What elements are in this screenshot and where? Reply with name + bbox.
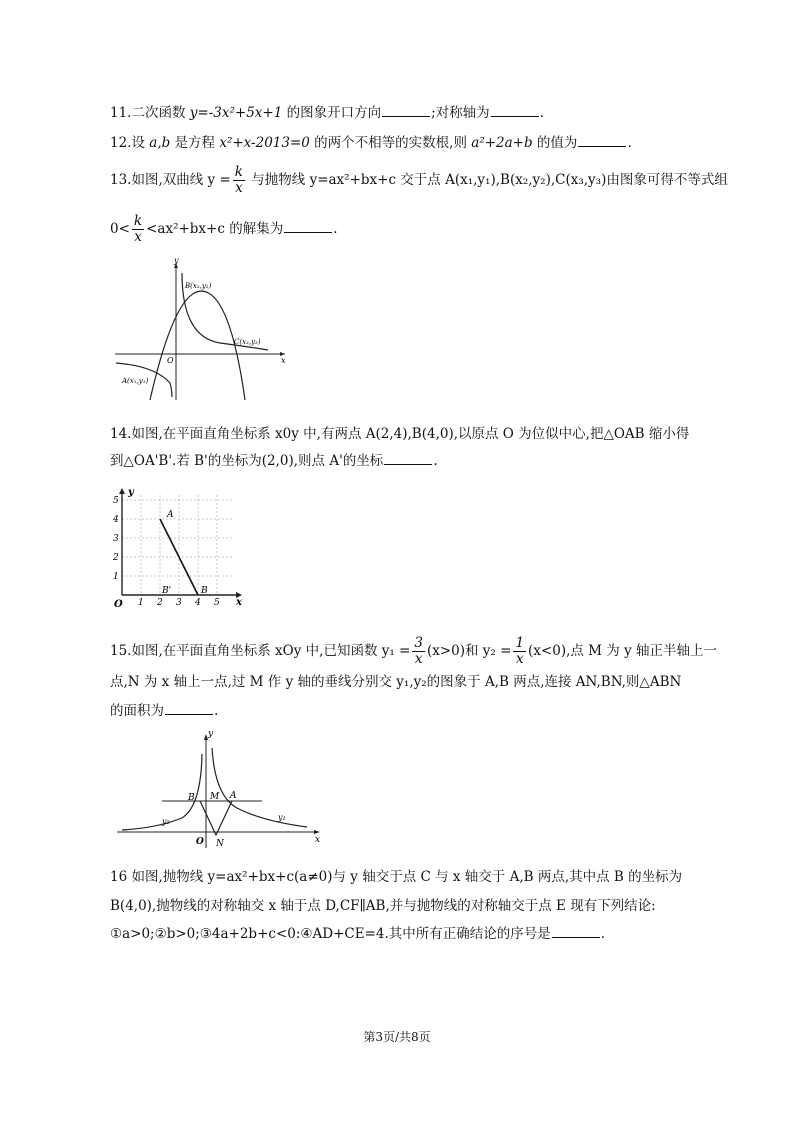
- q16-line1: 16 如图,抛物线 y=ax²+bx+c(a≠0)与 y 轴交于点 C 与 x 轴交于 A,B 两点,其中点 B 的坐标为: [110, 869, 683, 885]
- q16-line3: ①a>0;②b>0;③4a+2b+c<0:④AD+CE=4.其中所有正确结论的序号是: [110, 926, 551, 942]
- q15-fraction-2: [513, 636, 526, 667]
- figure-14: [112, 485, 247, 611]
- q11-end: .: [539, 105, 544, 121]
- q13-answer-blank[interactable]: [284, 220, 332, 233]
- fig14-ytick-1: 1: [113, 572, 119, 582]
- q13-fraction-2: [132, 214, 144, 245]
- fig14-xtick-3: 3: [176, 598, 182, 608]
- question-13-line2: [110, 214, 338, 245]
- q14-line1: 14.如图,在平面直角坐标系 x0y 中,有两点 A(2,4),B(4,0),以原点 O 为位似中心,把△OAB 缩小得: [110, 426, 690, 442]
- q13-frac2-den: x: [134, 229, 142, 245]
- fig14-label-x: x: [236, 597, 242, 608]
- fig15-label-y: y: [208, 729, 214, 739]
- fig15-x-arrow: [314, 830, 320, 834]
- q15-text-1: (x>0)和 y₂ =: [426, 643, 512, 659]
- q15-fraction-1: [412, 636, 425, 667]
- q12-text-3: 的值为: [532, 135, 578, 151]
- q15-frac2-den: x: [515, 651, 524, 667]
- q14-answer-blank[interactable]: [384, 452, 432, 465]
- q12-expression: a²+2a+b: [471, 135, 533, 151]
- fig13-label-x: x: [281, 356, 286, 365]
- q13-end: .: [333, 221, 338, 237]
- q11-prefix: 11.二次函数: [110, 105, 190, 121]
- q15-line2: 点,N 为 x 轴上一点,过 M 作 y 轴的垂线分别交 y₁,y₂的图象于 A,B 两点,连接 AN,BN,则△ABN: [110, 674, 682, 690]
- q12-text-2: 的两个不相等的实数根,则: [309, 135, 472, 151]
- question-16-line3: [110, 925, 605, 943]
- q15-frac2-num: 1: [515, 635, 525, 651]
- page-footer: 第3页/共8页: [363, 1030, 431, 1044]
- fig14-ytick-2: 2: [113, 553, 119, 563]
- fig13-parabola: [150, 291, 245, 400]
- question-12: [110, 134, 632, 152]
- fig13-label-a: A(x₁,y₁): [122, 377, 149, 385]
- fig14-xtick-5: 5: [214, 598, 220, 608]
- q12-end: .: [627, 135, 632, 151]
- fig15-label-m: M: [210, 792, 220, 802]
- q13-prefix: 13.如图,双曲线 y =: [110, 172, 231, 188]
- fig14-xtick-1: 1: [138, 598, 144, 608]
- fig14-label-a: A: [167, 510, 174, 520]
- q16-answer-blank[interactable]: [552, 925, 600, 938]
- q15-prefix: 15.如图,在平面直角坐标系 xOy 中,已知函数 y₁ =: [110, 643, 411, 659]
- fig13-label-b: B(x₂,y₂): [185, 282, 212, 290]
- fig14-y-arrow: [119, 488, 125, 494]
- fig15-label-y2: y₂: [162, 817, 170, 826]
- q15-frac1-num: 3: [414, 635, 423, 651]
- q16-end: .: [600, 926, 606, 942]
- question-11: [110, 104, 544, 122]
- q15-answer-blank[interactable]: [165, 702, 213, 715]
- fig14-grid: [122, 495, 232, 595]
- q13-fraction: [233, 165, 245, 196]
- fig14-ytick-5: 5: [113, 496, 119, 506]
- fig14-xtick-4: 4: [195, 598, 201, 608]
- q13-frac2-num: k: [133, 213, 143, 229]
- q14-line2: 到△OA'B'.若 B'的坐标为(2,0),则点 A'的坐标: [110, 453, 384, 469]
- fig15-label-x: x: [315, 835, 321, 845]
- fig14-ytick-3: 3: [113, 534, 119, 544]
- fig13-label-o: O: [167, 356, 174, 365]
- fig14-label-b: B: [201, 586, 208, 596]
- fig13-label-y: y: [174, 256, 179, 265]
- q15-line3: 的面积为: [110, 703, 164, 719]
- question-13: [110, 165, 728, 196]
- fig15-triangle-abn: [200, 801, 232, 835]
- q11-function: y=-3x²+5x+1: [189, 105, 283, 121]
- q11-answer-blank-1[interactable]: [382, 104, 430, 117]
- fig15-label-o: O: [196, 837, 204, 847]
- fig15-label-y1: y₁: [278, 813, 286, 822]
- q11-text: 的图象开口方向: [282, 105, 382, 121]
- fig14-label-y: y: [128, 487, 134, 498]
- figure-13: [110, 255, 295, 405]
- q14-end: .: [433, 453, 438, 469]
- fig14-label-b-prime: B': [162, 586, 172, 596]
- q16-line2: B(4,0),抛物线的对称轴交 x 轴于点 D,CF∥AB,并与抛物线的对称轴交于点 E 现有下列结论:: [110, 898, 656, 914]
- question-14-line2: [110, 452, 438, 470]
- fig15-label-b: B: [188, 793, 195, 803]
- q13-line2-prefix: 0<: [110, 221, 130, 237]
- question-15: [110, 636, 717, 667]
- q15-frac1-den: x: [414, 651, 423, 667]
- question-15-line3: [110, 702, 218, 720]
- fig15-label-n: N: [216, 839, 224, 849]
- q12-equation: x²+x-2013=0: [219, 135, 310, 151]
- fig14-xtick-2: 2: [157, 598, 163, 608]
- q13-frac-den: x: [235, 180, 243, 196]
- q13-text: 与抛物线 y=ax²+bx+c 交于点 A(x₁,y₁),B(x₂,y₂),C(x₃,y₃)由图象可得不等式组: [246, 172, 728, 188]
- fig15-label-a: A: [230, 791, 237, 801]
- q15-text-2: (x<0),点 M 为 y 轴正半轴上一: [528, 643, 718, 659]
- q13-line2-text: <ax²+bx+c 的解集为: [146, 221, 284, 237]
- fig14-label-o: O: [114, 599, 123, 610]
- q11-text-2: ;对称轴为: [431, 105, 490, 121]
- question-14: [110, 425, 689, 443]
- fig15-curve-y1: [212, 748, 307, 827]
- q12-answer-blank[interactable]: [578, 134, 626, 147]
- question-16: [110, 868, 682, 886]
- figure-15: [112, 728, 324, 852]
- q12-text-1: 是方程: [170, 135, 220, 151]
- q13-frac-num: k: [234, 164, 243, 180]
- q15-end: .: [214, 703, 219, 719]
- question-15-line2: [110, 673, 681, 691]
- fig13-label-c: C(x₃,y₃): [234, 338, 261, 346]
- q11-answer-blank-2[interactable]: [491, 104, 539, 117]
- q12-prefix: 12.设: [110, 135, 150, 151]
- q12-vars: a,b: [149, 135, 171, 151]
- question-16-line2: [110, 897, 656, 915]
- fig14-ytick-4: 4: [113, 515, 119, 525]
